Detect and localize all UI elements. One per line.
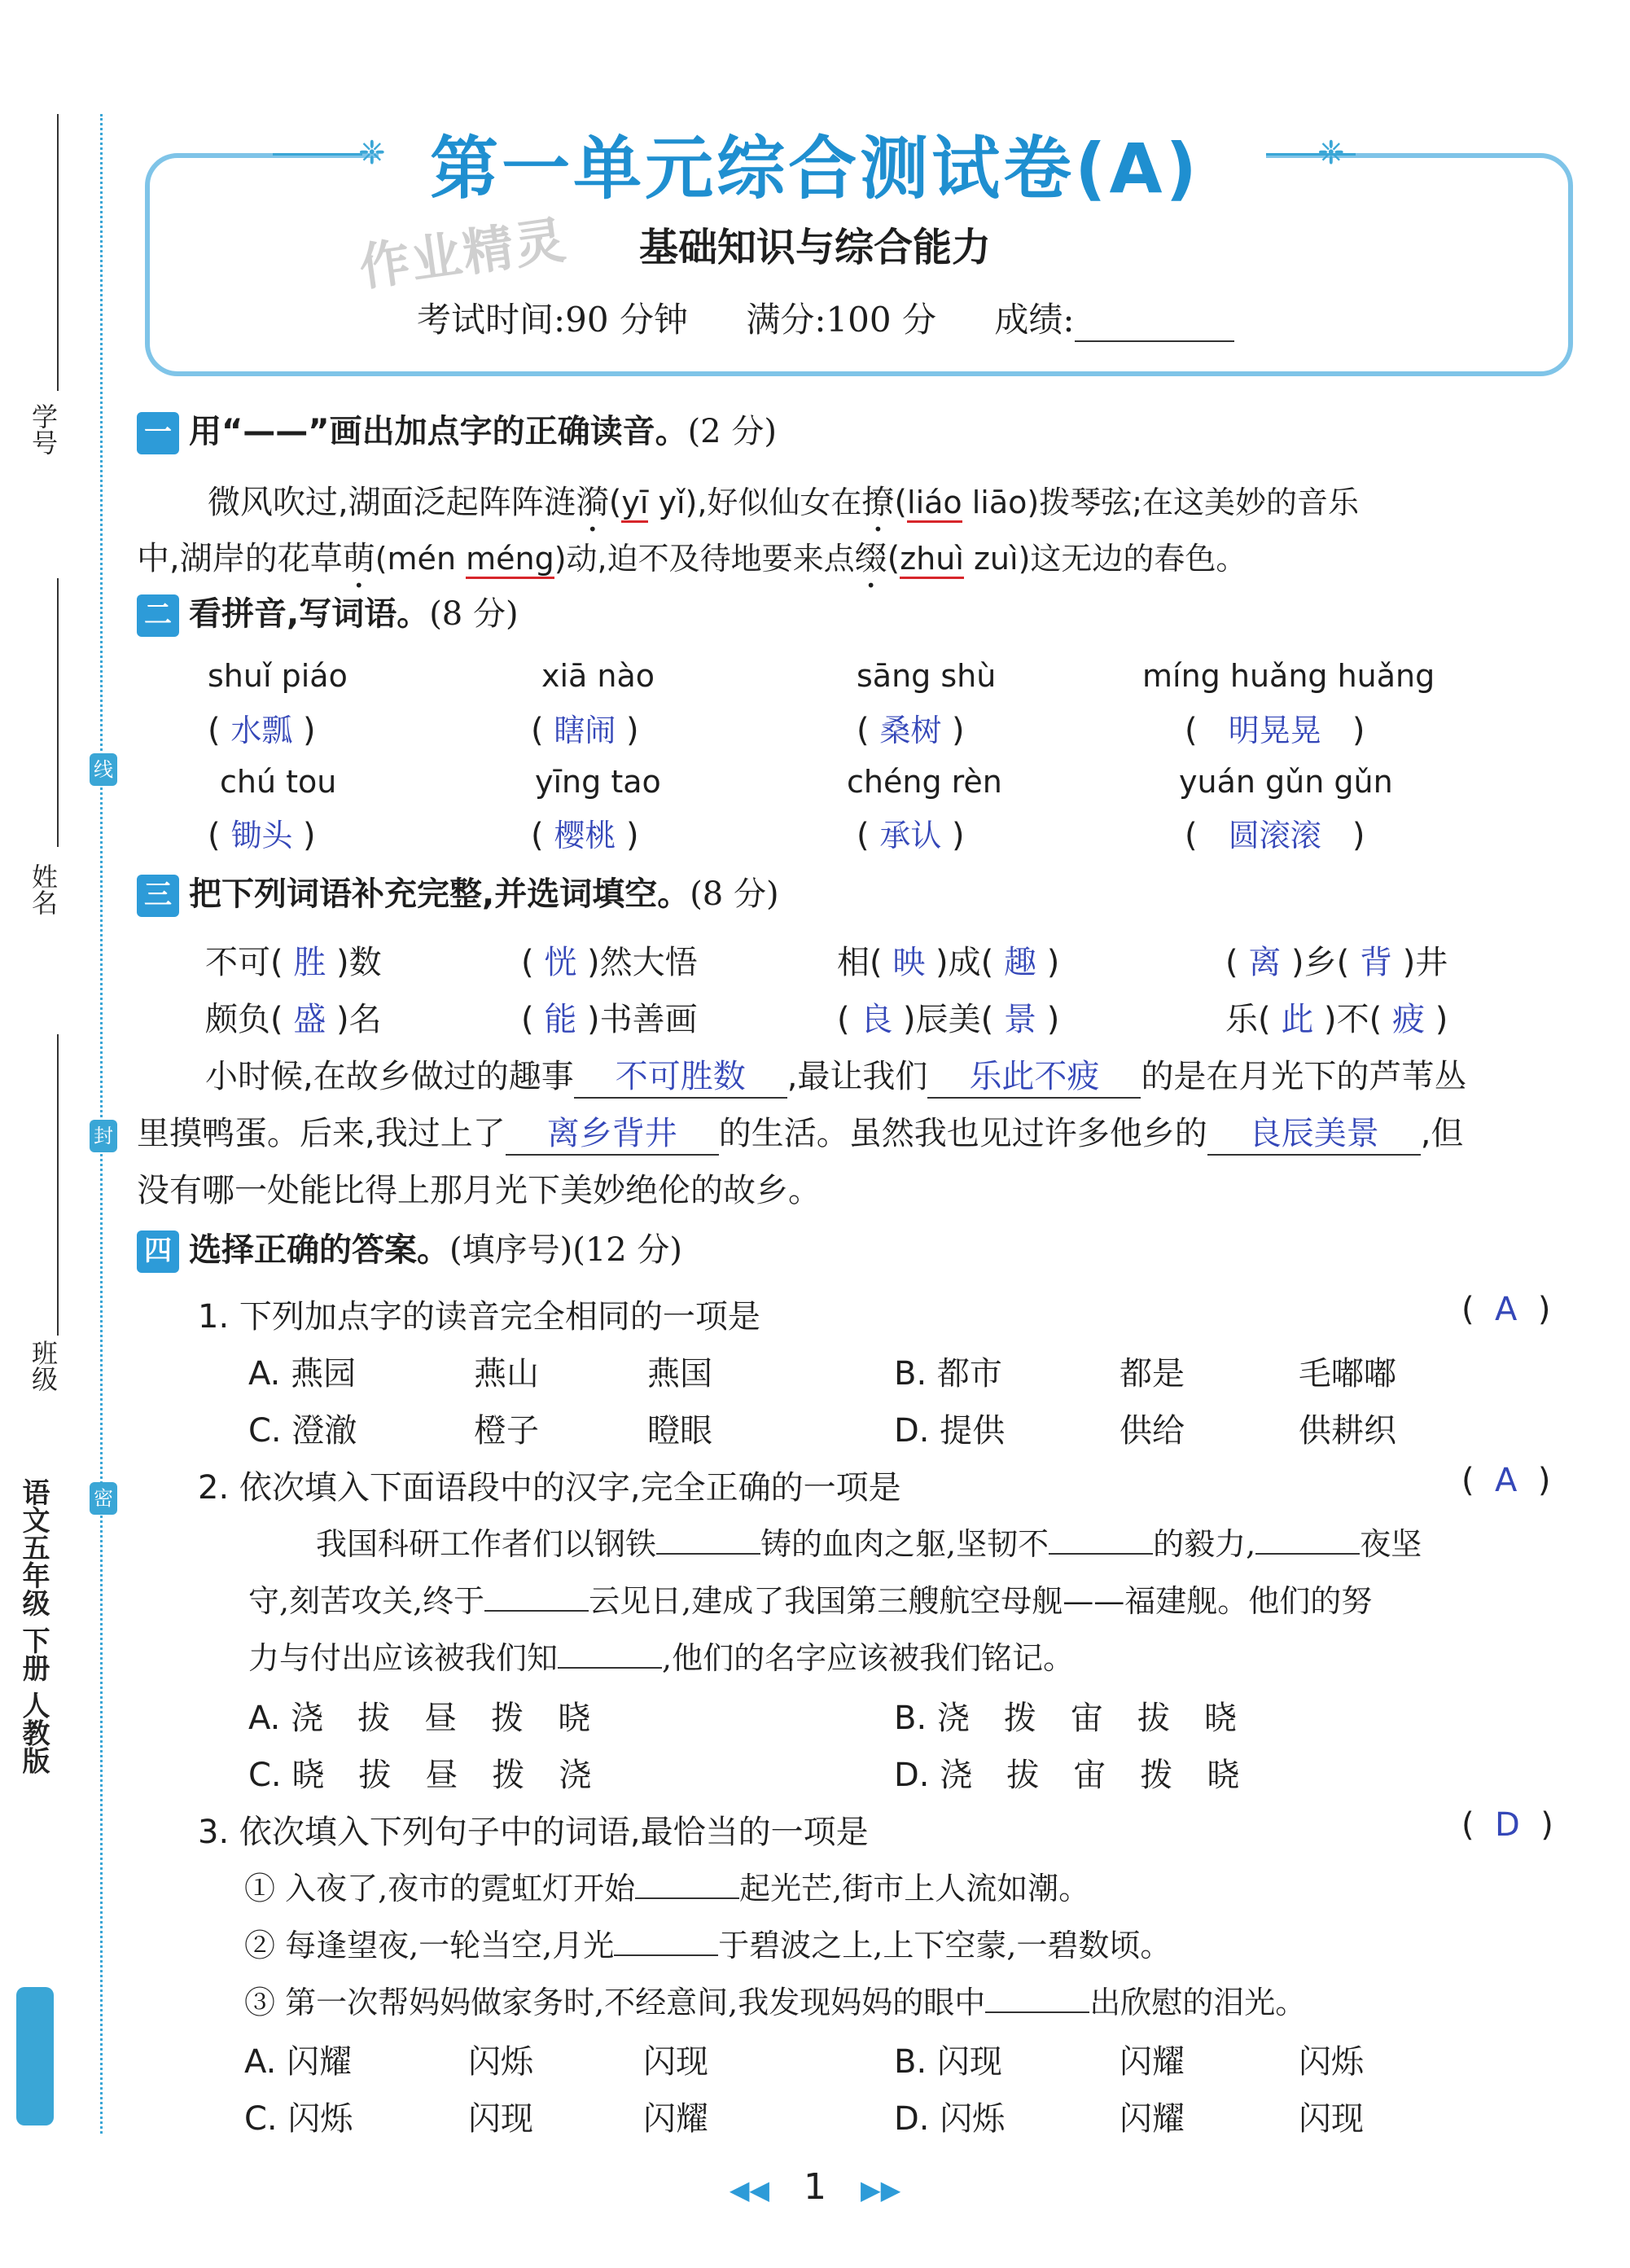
q3-option-b-2: 闪耀 [1120, 2043, 1185, 2081]
exam-time: 考试时间:90 分钟 [417, 300, 688, 340]
section-1-number: 一 [137, 412, 179, 454]
q2-option-b: B. 浇 拨 宙 拔 晓 [894, 1700, 1237, 1737]
cut-line-tag: 线 [90, 753, 117, 786]
q3-option-a-2: 闪烁 [468, 2043, 533, 2081]
fill-paragraph-line-3: 没有哪一处能比得上那月光下美妙绝伦的故乡。 [137, 1172, 821, 1209]
q3-option-c-1: C. 闪烁 [244, 2100, 353, 2138]
q3-option-b-1: B. 闪现 [894, 2043, 1002, 2081]
exam-info [417, 293, 1282, 342]
q3-stem: 3. 依次填入下列句子中的词语,最恰当的一项是 [198, 1814, 869, 1851]
q2-option-d: D. 浇 拔 宙 拨 晓 [894, 1757, 1240, 1794]
q1-option-d-3: 供耕织 [1299, 1412, 1396, 1450]
q2-option-c: C. 晓 拔 昼 拨 浇 [248, 1757, 592, 1794]
idiom-1: 不可( 胜 )数 [205, 944, 382, 981]
section-2-heading [137, 588, 519, 637]
q2-passage-line-3: 力与付出应该被我们知 ,他们的名字应该被我们铭记。 [248, 1633, 1074, 1678]
q1-stem: 1. 下列加点字的读音完全相同的一项是 [198, 1298, 760, 1336]
answer-box-5: ( 锄头 ) [208, 817, 316, 854]
answer-box-8: ( 圆滚滚 ) [1185, 817, 1365, 854]
section-3-number: 三 [137, 875, 179, 917]
q3-option-c-2: 闪现 [468, 2100, 533, 2138]
idiom-6: ( 能 )书善画 [521, 1001, 698, 1038]
section-2-points: (8 分) [429, 595, 519, 633]
answer-box-6: ( 樱桃 ) [531, 817, 639, 854]
pinyin-4: míng huǎng huǎng [1142, 658, 1435, 694]
section-4-points: (填序号)(12 分) [449, 1231, 683, 1269]
q3-option-d-2: 闪耀 [1120, 2100, 1185, 2138]
q2-answer-box: ( A ) [1461, 1462, 1551, 1499]
q3-sentence-3: ③ 第一次帮妈妈做家务时,不经意间,我发现妈妈的眼中 出欣慰的泪光。 [244, 1977, 1306, 2022]
q2-passage-line-1: 我国科研工作者们以钢铁 铸的血肉之躯,坚韧不 的毅力, 夜坚 [316, 1519, 1422, 1564]
answer-box-7: ( 承认 ) [857, 817, 965, 854]
section-3-points: (8 分) [690, 875, 779, 913]
q2-passage-line-2: 守,刻苦攻关,终于 云见日,建成了我国第三艘航空母舰——福建舰。他们的努 [248, 1576, 1372, 1621]
q1-option-c-2: 橙子 [474, 1412, 539, 1450]
class-label: 班级 [28, 1340, 59, 1392]
q3-option-b-3: 闪烁 [1299, 2043, 1364, 2081]
q3-sentence-1: ① 入夜了,夜市的霓虹灯开始 起光芒,街市上人流如潮。 [244, 1863, 1089, 1908]
q2-option-a: A. 浇 拔 昼 拨 晓 [248, 1700, 591, 1737]
secret-tag: 密 [90, 1482, 117, 1515]
q3-answer-box: ( D ) [1461, 1806, 1553, 1844]
pinyin-6: yīng tao [535, 764, 661, 800]
brand-logo [16, 1987, 54, 2125]
student-no-label: 学号 [28, 403, 59, 455]
section-3-heading [137, 868, 779, 917]
fill-blank-1: 不可胜数 [574, 1051, 787, 1099]
fill-blank-2: 乐此不疲 [927, 1051, 1141, 1099]
q1-answer-box: ( A ) [1461, 1291, 1551, 1328]
page-title: 第一单元综合测试卷(A) [430, 129, 1200, 208]
q1-option-b-2: 都是 [1120, 1355, 1185, 1393]
pinyin-3: sāng shù [857, 658, 997, 694]
name-label: 姓名 [28, 863, 59, 915]
snowflake-icon-right: ❈ [1317, 134, 1345, 172]
idiom-2: ( 恍 )然大悟 [521, 944, 698, 981]
pinyin-8: yuán gǔn gǔn [1179, 764, 1393, 800]
section-4-number: 四 [137, 1231, 179, 1273]
section-3-title: 把下列词语补充完整,并选词填空。 [189, 875, 690, 913]
idiom-8: 乐( 此 )不( 疲 ) [1225, 1001, 1448, 1038]
section-1-title: 用“——”画出加点字的正确读音。 [189, 413, 688, 450]
score-blank [1075, 314, 1234, 342]
answer-box-1: ( 水瓢 ) [208, 712, 316, 749]
q1-option-c-1: C. 澄澈 [248, 1412, 357, 1450]
section-2-number: 二 [137, 594, 179, 637]
section-2-title: 看拼音,写词语。 [189, 595, 430, 633]
fill-blank-4: 良辰美景 [1207, 1108, 1421, 1156]
next-arrows-icon: ▶▶ [860, 2174, 901, 2205]
q1-option-b-3: 毛嘟嘟 [1299, 1355, 1396, 1393]
q1-option-d-2: 供给 [1120, 1412, 1185, 1450]
pinyin-2: xiā nào [541, 658, 655, 694]
fill-paragraph-line-2: 里摸鸭蛋。后来,我过上了 离乡背井 的生活。虽然我也见过许多他乡的 良辰美景 ,但 [137, 1108, 1463, 1156]
q1-option-c-3: 瞪眼 [647, 1412, 712, 1450]
book-info: 语文五年级 下册 人教版 [17, 1478, 50, 1774]
full-score: 满分:100 分 [746, 300, 936, 340]
page-number: 1 [804, 2166, 826, 2208]
section-1-line-2: 中,湖岸的花草萌(mén méng)动,迫不及待地要来点缀(zhuì zuì)这无边的春色。 [137, 540, 1247, 577]
name-blank [57, 578, 59, 847]
section-4-heading [137, 1224, 682, 1273]
q2-stem: 2. 依次填入下面语段中的汉字,完全正确的一项是 [198, 1469, 901, 1507]
section-1-line-1: 微风吹过,湖面泛起阵阵涟漪(yī yǐ),好似仙女在撩(liáo liāo)拨琴弦;在这美妙的音乐 [208, 484, 1360, 521]
q1-option-b-1: B. 都市 [894, 1355, 1002, 1393]
pinyin-5: chú tou [220, 764, 337, 800]
q1-option-a-2: 燕山 [474, 1355, 539, 1393]
answer-box-3: ( 桑树 ) [857, 712, 965, 749]
section-1-heading [137, 406, 777, 454]
q3-sentence-2: ② 每逢望夜,一轮当空,月光 于碧波之上,上下空蒙,一碧数顷。 [244, 1920, 1171, 1965]
pinyin-1: shuǐ piáo [208, 658, 348, 694]
answer-box-2: ( 瞎闹 ) [531, 712, 639, 749]
answer-underline: liáo [907, 485, 962, 523]
fill-blank-3: 离乡背井 [506, 1108, 719, 1156]
answer-box-4: ( 明晃晃 ) [1185, 712, 1365, 749]
idiom-7: ( 良 )辰美( 景 ) [837, 1001, 1060, 1038]
prev-arrows-icon: ◀◀ [729, 2174, 770, 2205]
q1-option-a-3: 燕国 [647, 1355, 712, 1393]
seal-tag: 封 [90, 1120, 117, 1152]
section-4-title: 选择正确的答案。 [189, 1231, 449, 1269]
q3-option-a-3: 闪现 [643, 2043, 708, 2081]
page-number-footer [0, 2166, 1630, 2208]
idiom-4: ( 离 )乡( 背 )井 [1225, 944, 1448, 981]
q1-option-d-1: D. 提供 [894, 1412, 1006, 1450]
q3-option-d-1: D. 闪烁 [894, 2100, 1006, 2138]
section-1-points: (2 分) [687, 413, 777, 450]
q1-option-a-1: A. 燕园 [248, 1355, 357, 1393]
q3-option-c-3: 闪耀 [643, 2100, 708, 2138]
answer-underline: méng [466, 541, 554, 579]
fill-paragraph-line-1: 小时候,在故乡做过的趣事 不可胜数 ,最让我们 乐此不疲 的是在月光下的芦苇丛 [205, 1051, 1466, 1099]
pinyin-7: chéng rèn [847, 764, 1002, 800]
watermark: 作业精灵 [355, 209, 571, 298]
q3-option-a-1: A. 闪耀 [244, 2043, 353, 2081]
page-subtitle: 基础知识与综合能力 [638, 225, 991, 270]
q3-option-d-3: 闪现 [1299, 2100, 1364, 2138]
answer-underline: yī [621, 485, 648, 523]
class-blank [57, 1034, 59, 1336]
score-label: 成绩: [994, 300, 1075, 340]
answer-underline: zhuì [900, 541, 964, 579]
idiom-5: 颇负( 盛 )名 [205, 1001, 382, 1038]
idiom-3: 相( 映 )成( 趣 ) [837, 944, 1060, 981]
snowflake-icon-left: ❈ [358, 134, 386, 172]
